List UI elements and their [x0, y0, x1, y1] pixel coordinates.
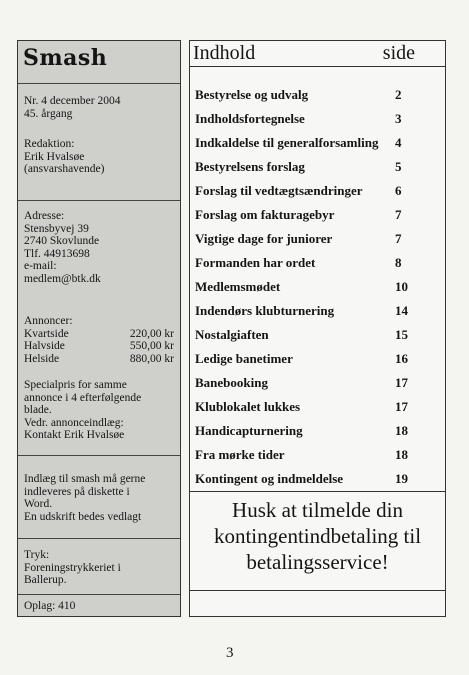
divider — [18, 538, 180, 539]
toc-title: Forslag om fakturagebyr — [195, 207, 335, 222]
toc-page: 17 — [395, 375, 408, 390]
toc-list — [195, 87, 440, 495]
toc-page: 7 — [395, 207, 402, 222]
toc-page: 15 — [395, 327, 408, 342]
print-line: Foreningstrykkeriet i — [24, 561, 121, 574]
toc-title: Bestyrelse og udvalg — [195, 87, 309, 102]
special-line: blade. — [24, 404, 52, 416]
ad-row — [24, 340, 174, 353]
ad-row — [24, 353, 174, 366]
page-number: 3 — [226, 645, 234, 661]
toc-item — [195, 231, 440, 255]
editor-info — [24, 138, 174, 176]
toc-title: Formanden har ordet — [195, 255, 316, 270]
toc-title: Klublokalet lukkes — [195, 399, 301, 414]
editor-heading: Redaktion: — [24, 138, 75, 150]
email: medlem@btk.dk — [24, 272, 101, 285]
toc-title: Bestyrelsens forslag — [195, 159, 305, 174]
notice-line: kontingentindbetaling til — [213, 524, 422, 548]
toc-item — [195, 351, 440, 375]
toc-title: Kontingent og indmeldelse — [195, 471, 344, 486]
ad-price: 550,00 kr — [129, 340, 174, 352]
toc-item — [195, 111, 440, 135]
submission-line: En udskrift bedes vedlagt — [24, 510, 142, 523]
print-info — [24, 549, 174, 587]
toc-page: 14 — [395, 303, 408, 318]
ad-price: 220,00 kr — [129, 327, 174, 340]
toc-item — [195, 135, 440, 159]
toc-title: Handicapturnering — [195, 423, 303, 438]
ad-label: Helside — [24, 352, 60, 365]
circulation: Oplag: 410 — [24, 600, 76, 612]
sidebar-box — [17, 40, 181, 617]
toc-page: 5 — [395, 159, 402, 174]
divider — [18, 83, 180, 84]
divider — [18, 455, 180, 456]
issue-info — [24, 95, 174, 120]
brand-logo: Smash — [23, 45, 108, 71]
ad-label: Kvartside — [24, 327, 69, 340]
toc-item — [195, 255, 440, 279]
ad-row — [24, 328, 174, 341]
toc-title: Indendørs klubturnering — [195, 303, 335, 318]
notice-line: Husk at tilmelde din — [232, 498, 403, 522]
toc-page: 4 — [395, 135, 402, 150]
print-line: Ballerup. — [24, 574, 67, 586]
submission-line: Word. — [24, 498, 53, 510]
toc-page: 10 — [395, 279, 408, 294]
toc-page: 7 — [395, 231, 402, 246]
toc-item — [195, 303, 440, 327]
divider — [18, 200, 180, 201]
toc-page: 19 — [395, 471, 408, 486]
toc-item — [195, 159, 440, 183]
toc-title: Banebooking — [195, 375, 268, 390]
toc-title: Medlemsmødet — [195, 279, 281, 294]
toc-page: 18 — [395, 423, 408, 438]
toc-header — [190, 41, 445, 67]
email-label: e-mail: — [24, 260, 57, 272]
toc-heading: Indhold — [193, 42, 256, 64]
notice-box — [190, 491, 445, 591]
toc-page: 18 — [395, 447, 408, 462]
ad-label: Halvside — [24, 340, 65, 352]
toc-item — [195, 447, 440, 471]
toc-page: 2 — [395, 87, 402, 102]
toc-item — [195, 375, 440, 399]
ads-heading: Annoncer: — [24, 315, 73, 327]
editor-role: (ansvarshavende) — [24, 163, 105, 175]
toc-title: Indkaldelse til generalforsamling — [195, 135, 379, 150]
toc-page: 3 — [395, 111, 402, 126]
print-heading: Tryk: — [24, 549, 50, 561]
toc-item — [195, 87, 440, 111]
vedr-line: Vedr. annonceindlæg: — [24, 416, 124, 429]
toc-title: Forslag til vedtægtsændringer — [195, 183, 363, 198]
toc-title: Ledige banetimer — [195, 351, 293, 366]
submission-line: Indlæg til smash må gerne — [24, 473, 146, 485]
issue-line: Nr. 4 december 2004 — [24, 95, 121, 107]
toc-page: 8 — [395, 255, 402, 270]
toc-title: Indholdsfortegnelse — [195, 111, 305, 126]
toc-title: Fra mørke tider — [195, 447, 285, 462]
vedr-line: Kontakt Erik Hvalsøe — [24, 429, 125, 441]
toc-item — [195, 279, 440, 303]
ads-info — [24, 315, 174, 365]
divider — [18, 594, 180, 595]
toc-item — [195, 327, 440, 351]
special-price-info — [24, 379, 174, 442]
toc-page-heading: side — [382, 42, 415, 64]
address-heading: Adresse: — [24, 210, 65, 222]
toc-item — [195, 423, 440, 447]
toc-page: 16 — [395, 351, 408, 366]
phone: Tlf. 44913698 — [24, 247, 90, 260]
toc-page: 17 — [395, 399, 408, 414]
submission-info — [24, 473, 174, 523]
submission-line: indleveres på diskette i — [24, 485, 130, 498]
toc-title: Nostalgiaften — [195, 327, 269, 342]
special-line: Specialpris for samme — [24, 379, 127, 391]
ad-price: 880,00 kr — [129, 352, 174, 365]
address-info — [24, 210, 174, 285]
toc-page: 6 — [395, 183, 402, 198]
toc-item — [195, 207, 440, 231]
toc-item — [195, 183, 440, 207]
city: 2740 Skovlunde — [24, 235, 100, 247]
street: Stensbyvej 39 — [24, 222, 89, 235]
notice-line: betalingsservice! — [246, 550, 389, 574]
special-line: annonce i 4 efterfølgende — [24, 391, 142, 404]
toc-box — [189, 40, 446, 617]
editor-name: Erik Hvalsøe — [24, 150, 85, 163]
toc-title: Vigtige dage for juniorer — [195, 231, 333, 246]
toc-item — [195, 399, 440, 423]
volume: 45. årgang — [24, 107, 73, 120]
